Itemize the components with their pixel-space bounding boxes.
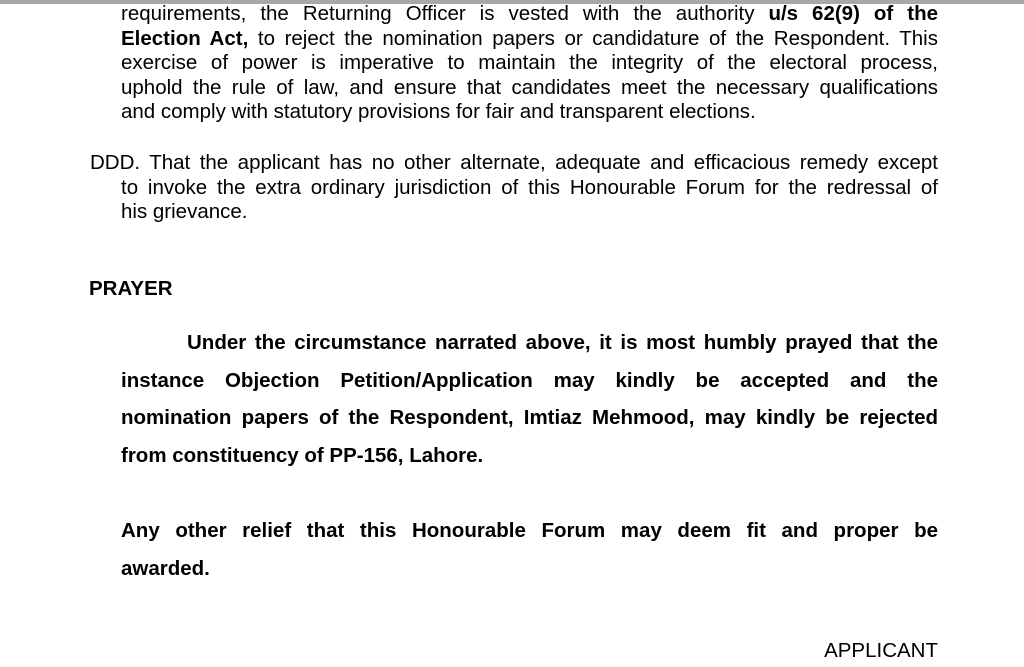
text-line: exercise of power is imperative to maintain the integrity of the electoral process,: [121, 51, 938, 74]
bold-text-run: u/s 62(9) of the: [768, 2, 938, 25]
text-line: his grievance.: [121, 200, 248, 223]
text-run: to reject the nomination papers or candidature of the Respondent. This: [248, 26, 938, 50]
prayer-paragraph: [121, 324, 938, 474]
text-line: from constituency of PP-156, Lahore.: [121, 443, 484, 467]
text-run: requirements, the Returning Officer is vested with the authority: [121, 2, 769, 25]
applicant-signature-label: APPLICANT: [824, 639, 938, 662]
text-line: Any other relief that this Honourable Forum may deem fit and proper be: [121, 519, 938, 542]
text-line: DDD. That the applicant has no other alternate, adequate and efficacious remedy except: [90, 151, 938, 174]
text-line: [121, 2, 938, 27]
text-line: instance Objection Petition/Application may kindly be accepted and the: [121, 368, 938, 392]
text-line: [121, 27, 938, 52]
relief-paragraph: [121, 512, 938, 587]
text-line: uphold the rule of law, and ensure that candidates meet the necessary qualifications: [121, 75, 938, 99]
paragraph-ddd: [90, 151, 938, 225]
text-line: awarded.: [121, 556, 210, 580]
text-line: and comply with statutory provisions for fair and transparent elections.: [121, 100, 756, 123]
text-line: to invoke the extra ordinary jurisdiction of this Honourable Forum for the redressal of: [121, 175, 938, 199]
text-line: nomination papers of the Respondent, Imtiaz Mehmood, may kindly be rejected: [121, 406, 938, 429]
paragraph-returning-officer: [121, 2, 938, 125]
text-line: Under the circumstance narrated above, it is most humbly prayed that the: [187, 331, 938, 354]
bold-text-run: Election Act,: [121, 26, 249, 50]
prayer-heading: PRAYER: [89, 277, 173, 300]
